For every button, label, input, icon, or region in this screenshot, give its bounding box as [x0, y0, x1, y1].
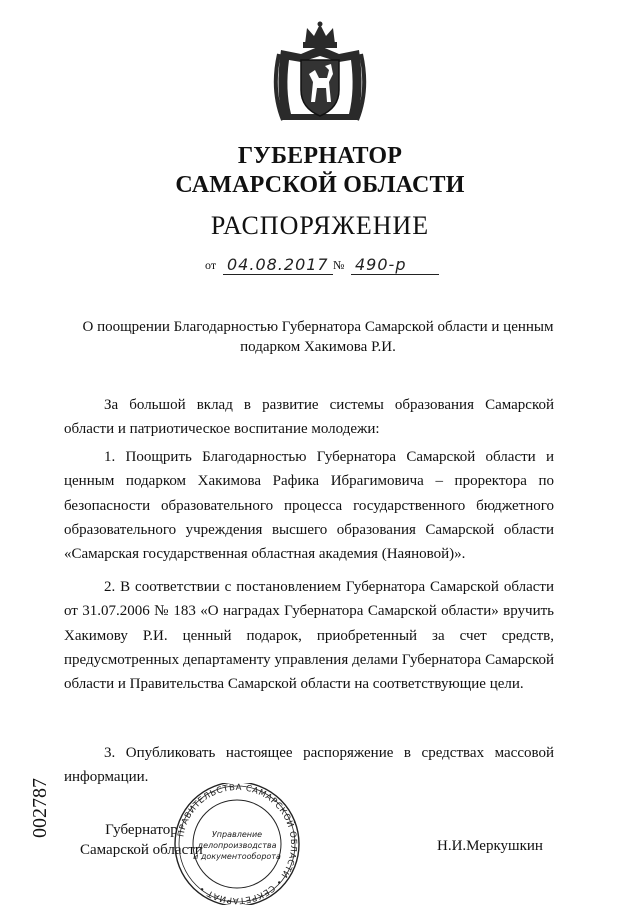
number-prefix: № [333, 258, 345, 272]
registration-number-text: 002787 [29, 778, 51, 838]
signatory-role-line1: Губернатор [105, 822, 178, 838]
stamp-inner-line2: делопроизводства [197, 841, 277, 850]
body-item-2: 2. В соответствии с постановлением Губернатора Самарской области от 31.07.2006 № 183 «О наградах Губернатора Самарской области» вручить Хакимову Р.И. ценный подарок, приобретенный за счет средств, предусмотренных департаменту управления делами Губернатора Самарской области и Правительства Самарской области на соответствующие цели. [64, 579, 554, 693]
body-item-1: 1. Поощрить Благодарностью Губернатора Самарской области и ценным подарком Хакимова Рафика Ибрагимовича – проректора по безопасности образовательного процесса государственного бюджетного образовательного учреждения высшего образования Самарской области «Самарская государственная областная академия (Наяновой)». [64, 449, 554, 563]
signatory-role-line2: Самарской области [80, 842, 203, 858]
stamp-inner-line3: и документооборота [193, 852, 281, 861]
stamp-inner-line1: Управление [211, 830, 263, 839]
registration-number [22, 768, 54, 840]
body-item-3: 3. Опубликовать настоящее распоряжение в средствах массовой информации. [64, 745, 554, 786]
subject-line1: О поощрении Благодарностью Губернатора Самарской области и ценным [82, 319, 554, 335]
subject-line2: подарком Хакимова Р.И. [240, 339, 396, 355]
official-stamp [170, 783, 304, 905]
document-type-title: РАСПОРЯЖЕНИЕ [210, 211, 430, 240]
signatory-name: Н.И.Меркушкин [437, 838, 543, 854]
stamp-ring-text: ПРАВИТЕЛЬСТВА САМАРСКОЙ ОБЛАСТИ • СЕКРЕТАРИАТ • [176, 783, 299, 905]
date-prefix: от [205, 258, 217, 272]
coat-of-arms-emblem [269, 20, 371, 128]
number-value: 490-р [351, 255, 439, 275]
date-value: 04.08.2017 [223, 255, 333, 275]
body-intro-paragraph: За большой вклад в развитие системы образования Самарской области и патриотическое воспитание молодежи: [64, 397, 554, 438]
authority-title-line1: ГУБЕРНАТОР [237, 143, 403, 169]
document-subject [40, 317, 596, 357]
authority-title-line2: САМАРСКОЙ ОБЛАСТИ [175, 172, 465, 198]
